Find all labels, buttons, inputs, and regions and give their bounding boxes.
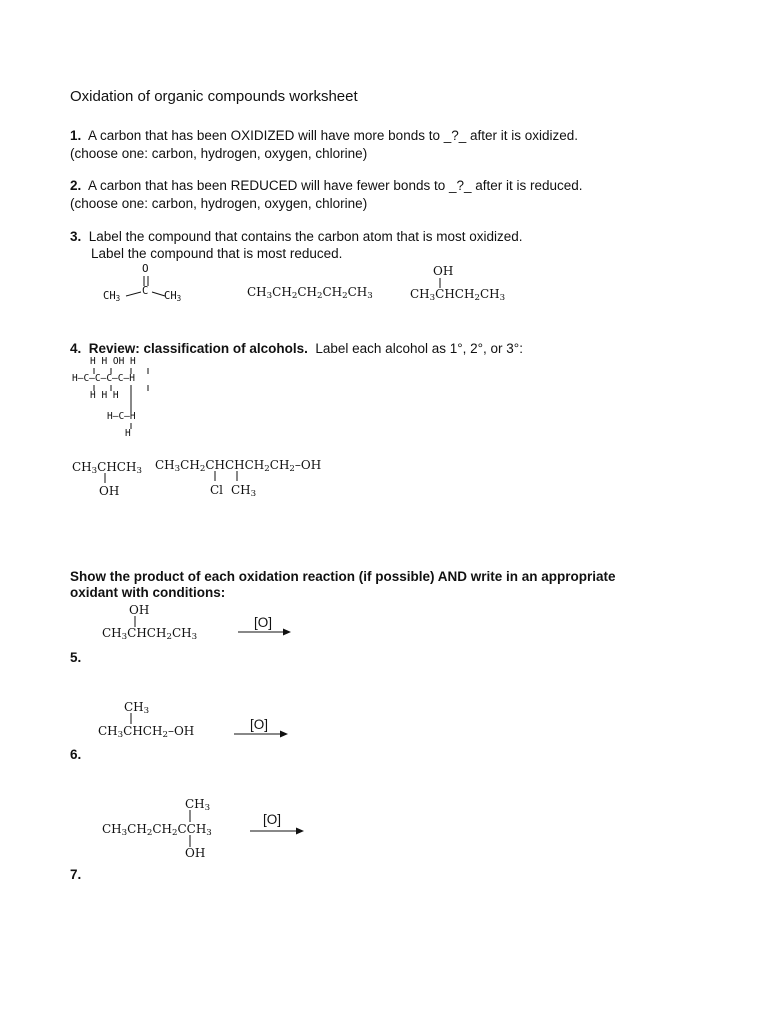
- reaction-5-chain: $CH_3CHCH_2CH_3$: [102, 626, 198, 643]
- section-heading-line1: Show the product of each oxidation reaction (if possible) AND write in an appropriate: [70, 569, 616, 584]
- page-title: Oxidation of organic compounds worksheet: [70, 88, 358, 105]
- question-2-number: 2.: [70, 178, 82, 193]
- section-heading-line2: oxidant with conditions:: [70, 585, 226, 600]
- butanol-chain: $CH_3CHCH_2CH_3$: [410, 287, 506, 304]
- alcohol-b-chain: $CH_3CH_2CHCHCH_2CH_2-OH$: [155, 458, 322, 475]
- question-3-line2: Label the compound that is most reduced.: [91, 246, 343, 261]
- question-4-bold: Review: classification of alcohols.: [88, 341, 308, 356]
- alcohol-b-methyl: $CH_3$: [231, 483, 257, 500]
- question-2-text: A carbon that has been REDUCED will have fewer bonds to _?_ after it is reduced.: [88, 178, 583, 193]
- question-1-choices: (choose one: carbon, hydrogen, oxygen, chlorine): [70, 146, 368, 161]
- reaction-6-top: $CH_3$: [124, 700, 150, 717]
- reaction-7-top: $CH_3$: [185, 797, 211, 814]
- structure-branch: H—C—H: [107, 411, 136, 422]
- reaction-7-chain: $CH_3CH_2CH_2CCH_3$: [102, 822, 212, 839]
- alcohol-a-chain: $CH_3CHCH_3$: [72, 460, 142, 477]
- alcohol-a-hydroxyl: OH: [99, 484, 120, 498]
- pentane-formula: $CH_3CH_2CH_2CH_2CH_3$: [247, 285, 373, 302]
- ketone-right-bond: [152, 292, 165, 296]
- question-3-line1: Label the compound that contains the carbon atom that is most oxidized.: [88, 229, 523, 244]
- alcohol-b-chloro: Cl: [210, 483, 224, 497]
- structure-branch-h: H: [125, 428, 131, 439]
- reaction-7-bottom: OH: [185, 846, 206, 860]
- question-1-text: A carbon that has been OXIDIZED will have more bonds to _?_ after it is oxidized.: [88, 128, 579, 143]
- reaction-5-arrowhead: [283, 629, 291, 636]
- question-4-text: Label each alcohol as 1°, 2°, or 3°:: [315, 341, 523, 356]
- reaction-6-arrowhead: [280, 731, 288, 738]
- question-4-number: 4.: [70, 341, 82, 356]
- question-3-number: 3.: [70, 229, 82, 244]
- reaction-6-number: 6.: [70, 747, 82, 762]
- reaction-7-oxidant: [O]: [263, 812, 282, 827]
- reaction-6-chain: $CH_3CHCH_2-OH$: [98, 724, 195, 741]
- ketone-right-methyl: $CH_3$: [164, 290, 182, 303]
- question-2-choices: (choose one: carbon, hydrogen, oxygen, chlorine): [70, 196, 368, 211]
- ketone-left-methyl: $CH_3$: [103, 290, 121, 303]
- ketone-oxygen: O: [142, 262, 149, 275]
- reaction-5-oxidant: [O]: [254, 615, 273, 630]
- structure-bottom-row: H H H: [90, 390, 119, 401]
- reaction-6-oxidant: [O]: [250, 717, 269, 732]
- butanol-hydroxyl: OH: [433, 264, 454, 278]
- structure-top-row: H H OH H: [90, 356, 136, 367]
- reaction-5-number: 5.: [70, 650, 82, 665]
- question-1-number: 1.: [70, 128, 82, 143]
- reaction-7-number: 7.: [70, 867, 82, 882]
- ketone-left-bond: [126, 292, 141, 296]
- ketone-carbon: C: [142, 285, 149, 297]
- structure-main-chain: H—C—C—C—C—H: [72, 373, 135, 384]
- reaction-7-arrowhead: [296, 828, 304, 835]
- reaction-5-top: OH: [129, 603, 150, 617]
